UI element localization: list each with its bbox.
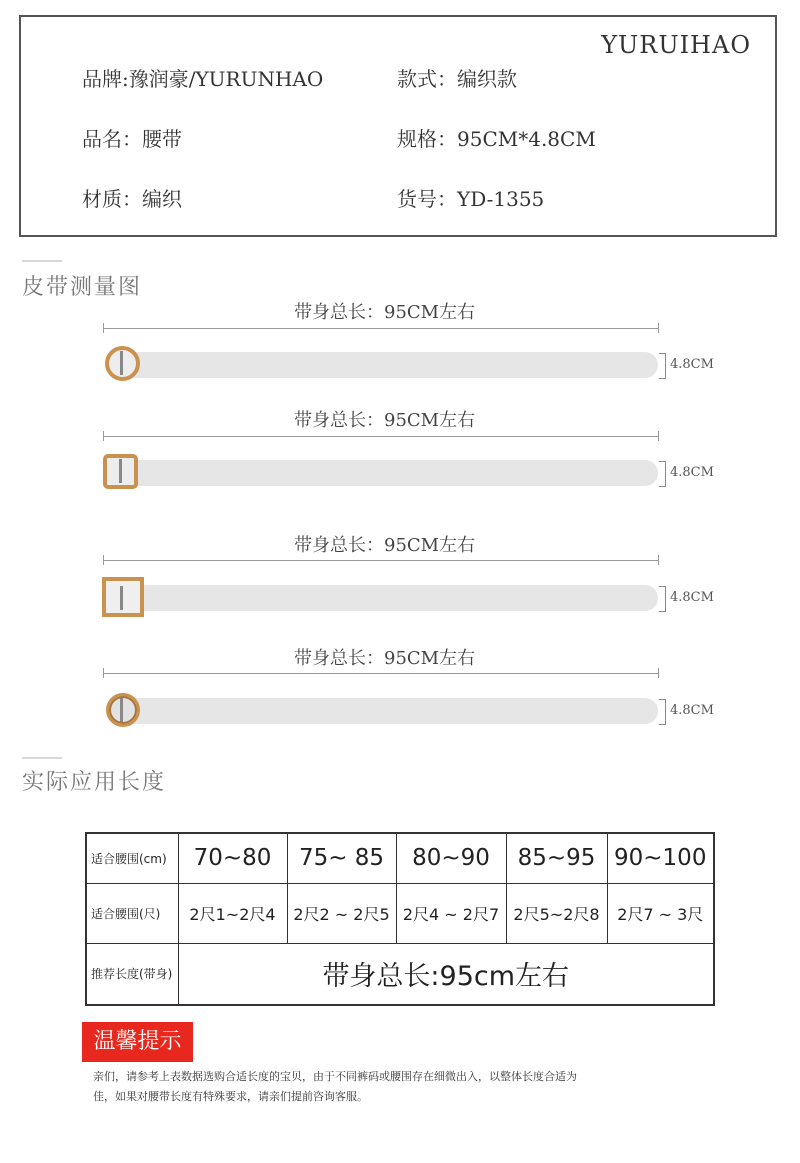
belt-width-label: 4.8CM [670, 357, 714, 372]
belt-strap [112, 460, 658, 486]
belt-width-label: 4.8CM [670, 703, 714, 718]
tip-text-line-1: 亲们，请参考上表数据选购合适长度的宝贝，由于不同裤码或腰围存在细微出入，以整体长度合适为 [93, 1070, 577, 1083]
table-row [86, 883, 714, 943]
info-brand: 品牌:豫润豪/YURUNHAO [82, 67, 324, 91]
table-row [86, 833, 714, 883]
table-cell: 75~ 85 [287, 833, 396, 883]
table-row [86, 943, 714, 1005]
section-divider [22, 260, 62, 262]
table-cell: 2尺4 ~ 2尺7 [396, 883, 506, 943]
ring-buckle-icon [106, 693, 140, 727]
table-cell: 90~100 [607, 833, 714, 883]
measure-tick [658, 555, 659, 565]
width-bracket [659, 353, 666, 379]
measure-tick [103, 555, 104, 565]
info-item-no: 货号：YD-1355 [397, 187, 545, 211]
info-style: 款式：编织款 [397, 67, 517, 91]
width-bracket [659, 461, 666, 487]
belt-length-label: 带身总长：95CM左右 [294, 302, 476, 323]
belt-length-label: 带身总长：95CM左右 [294, 648, 476, 669]
table-cell: 2尺2 ~ 2尺5 [287, 883, 396, 943]
info-name: 品名：腰带 [82, 127, 182, 151]
measure-tick [103, 431, 104, 441]
length-measure-line [103, 328, 659, 329]
tip-text-line-2: 佳，如果对腰带长度有特殊要求，请亲们提前咨询客服。 [93, 1090, 368, 1103]
product-info-box [19, 15, 777, 237]
square-buckle-icon [102, 577, 144, 617]
info-material: 材质：编织 [82, 187, 182, 211]
measure-tick [103, 668, 104, 678]
measure-tick [658, 431, 659, 441]
row-header-waist-chi: 适合腰围(尺) [86, 883, 178, 943]
table-cell: 80~90 [396, 833, 506, 883]
tip-badge: 温馨提示 [82, 1022, 193, 1062]
belt-length-label: 带身总长：95CM左右 [294, 535, 476, 556]
table-cell: 2尺1~2尺4 [178, 883, 287, 943]
brand-mark: YURUIHAO [601, 31, 751, 59]
table-cell: 85~95 [506, 833, 607, 883]
length-measure-line [103, 436, 659, 437]
size-table [85, 832, 715, 1006]
buckle-prong [119, 459, 122, 483]
length-measure-line [103, 560, 659, 561]
belt-strap [112, 698, 658, 724]
info-spec: 规格：95CM*4.8CM [397, 127, 596, 151]
table-cell: 2尺5~2尺8 [506, 883, 607, 943]
measure-tick [103, 323, 104, 333]
belt-strap [112, 352, 658, 378]
width-bracket [659, 586, 666, 612]
measure-section-title: 皮带测量图 [22, 275, 143, 300]
measure-tick [658, 323, 659, 333]
width-bracket [659, 699, 666, 725]
row-header-recommended: 推荐长度(带身) [86, 943, 178, 1005]
belt-strap [112, 585, 658, 611]
recommended-length: 带身总长:95cm左右 [178, 943, 714, 1005]
length-section-title: 实际应用长度 [22, 770, 167, 795]
row-header-waist-cm: 适合腰围(cm) [86, 833, 178, 883]
belt-width-label: 4.8CM [670, 465, 714, 480]
table-cell: 70~80 [178, 833, 287, 883]
buckle-prong [120, 586, 123, 610]
section-divider [22, 757, 62, 759]
measure-tick [658, 668, 659, 678]
buckle-prong [120, 351, 123, 375]
buckle-prong [120, 698, 123, 722]
length-measure-line [103, 673, 659, 674]
belt-length-label: 带身总长：95CM左右 [294, 410, 476, 431]
table-cell: 2尺7 ~ 3尺 [607, 883, 714, 943]
belt-width-label: 4.8CM [670, 590, 714, 605]
